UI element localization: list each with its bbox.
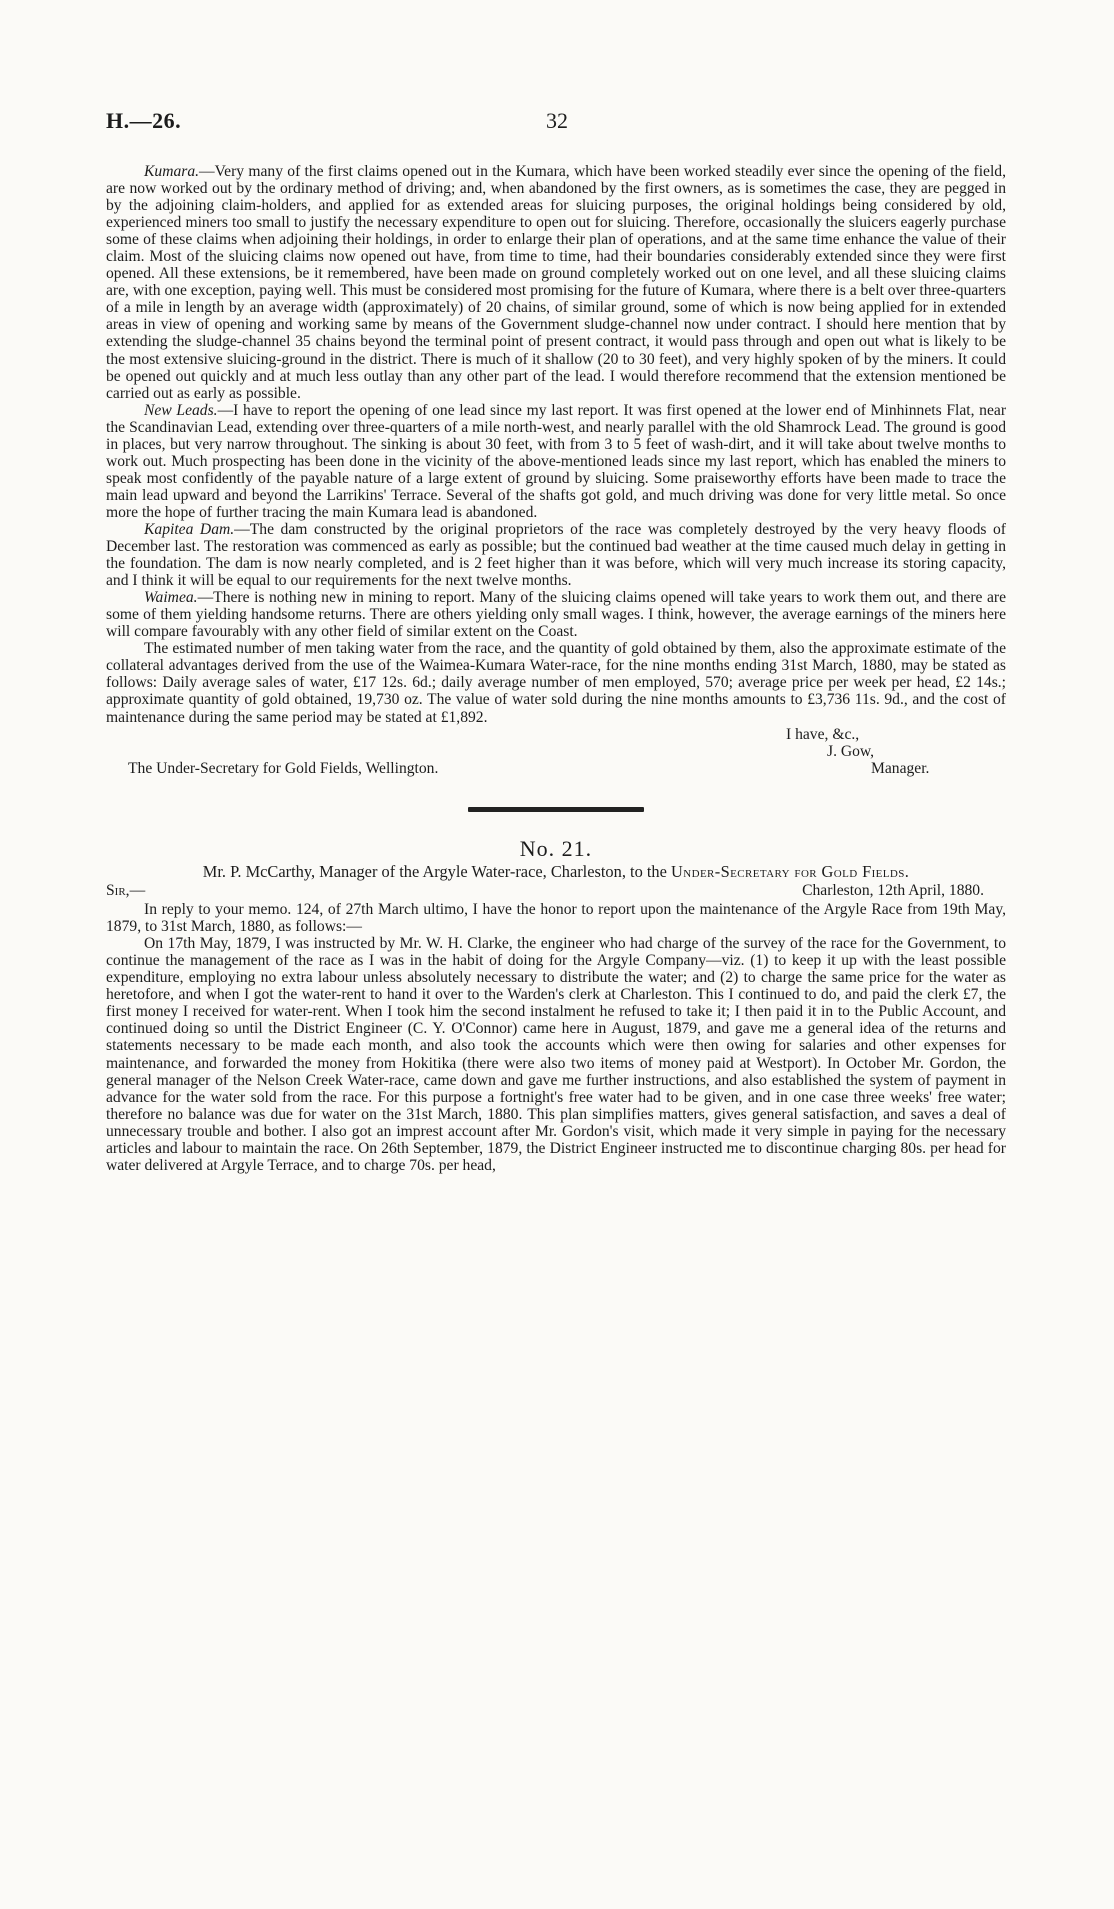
- document-reference: H.—26.: [106, 108, 182, 133]
- paragraph-estimate: The estimated number of men taking water from the race, and the quantity of gold obtained by them, also the approximate estimate of the collateral advantages derived from the use of the Waimea-Kumara Water-race, for the nine months ending 31st March, 1880, may be stated as follows: Daily average sales of water, £17 12s. 6d.; daily average number of men employed, 570; average price per week per head, £2 14s.; approximate quantity of gold obtained, 19,730 oz. The value of water sold during the nine months amounts to £3,736 11s. 9d., and the cost of maintenance during the same period may be stated at £1,892.: [106, 640, 1006, 726]
- section-text-new-leads: —I have to report the opening of one lead since my last report. It was first opened at the lower end of Minhinnets Flat, near the Scandinavian Lead, extending over three-quarters of a mile north-west, and nearly parallel with the old Shamrock Lead. The ground is good in places, but very narrow throughout. The sinking is about 30 feet, with from 3 to 5 feet of wash-dirt, and it will take about twelve months to work out. Much prospecting has been done in the vicinity of the above-mentioned leads since my last report, which has enabled the miners to speak most confidently of the payable nature of a large extent of ground by sluicing. Some praiseworthy efforts have been made to trace the main lead upward and beyond the Larrikins' Terrace. Several of the shafts got gold, and much driving was done for very little metal. So once more the hope of further tracing the main Kumara lead is abandoned.: [106, 401, 1007, 521]
- salutation: Sir,—: [106, 882, 146, 900]
- letter-heading-sender: Mr. P. McCarthy, Manager of the Argyle Water-race, Charleston, to the: [202, 861, 667, 881]
- section-text-kapitea-dam: —The dam constructed by the original proprietors of the race was completely destroyed by the very heavy floods of December last. The restoration was commenced as early as possible; but the continued bad weather at the time caused much delay in getting in the foundation. The dam is now nearly completed, and is 2 feet higher than it was before, which will very much increase its storing capacity, and I think it will be equal to our requirements for the next twelve months.: [106, 520, 1006, 590]
- paragraph-instructions: On 17th May, 1879, I was instructed by Mr. W. H. Clarke, the engineer who had charge of the survey of the race for the Government, to continue the management of the race as I was in the habit of doing for the Argyle Company—viz. (1) to keep it up with the least possible expenditure, employing no extra labour unless absolutely necessary to distribute the water; and (2) to charge the same price for the water as heretofore, and when I got the water-rent to hand it over to the Warden's clerk at Charleston. This I continued to do, and paid the clerk £7, the first money I received for water-rent. When I took him the second instalment he refused to take it; I then paid it in to the Public Account, and continued doing so until the District Engineer (C. Y. O'Connor) came here in August, 1879, and gave me a general idea of the returns and statements necessary to be made each month, and also took the accounts which were then owing for salaries and other expenses for maintenance, and forwarded the money from Hokitika (there were also two items of money paid at Westport). In October Mr. Gordon, the general manager of the Nelson Creek Water-race, came down and gave me further instructions, and also established the system of payment in advance for the water sold from the race. For this purpose a fortnight's free water had to be given, and in one case three weeks' free water; therefore no balance was due for water on the 31st March, 1880. This plan simplifies matters, gives general satisfaction, and saves a deal of unnecessary trouble and bother. I also got an imprest account after Mr. Gordon's visit, which made it very simple in paying for the necessary articles and labour to maintain the race. On 26th September, 1879, the District Engineer instructed me to discontinue charging 80s. per head for water delivered at Argyle Terrace, and to charge 70s. per head,: [106, 935, 1006, 1174]
- section-divider: [468, 807, 644, 812]
- closing-phrase: I have, &c.,: [786, 725, 860, 743]
- paragraph-kumara: [106, 163, 1006, 402]
- signature-row: [106, 743, 1006, 760]
- signature: J. Gow,: [827, 742, 875, 760]
- page-body: [106, 163, 1006, 1174]
- paragraph-kapitea-dam: [106, 521, 1006, 589]
- section-heading-new-leads: New Leads.: [144, 401, 218, 419]
- letter-number: No. 21.: [519, 835, 593, 861]
- section-heading-kapitea-dam: Kapitea Dam.: [144, 520, 235, 538]
- page-header: [106, 108, 1006, 138]
- section-text-waimea: —There is nothing new in mining to report. Many of the sluicing claims opened will take years to work them out, and there are some of them yielding handsome returns. There are others yielding only small wages. I think, however, the average earnings of the miners here will compare favourably with any other field of similar extent on the Coast.: [106, 589, 1006, 641]
- letter-heading: [106, 863, 1006, 881]
- addressee-row: [106, 760, 1006, 777]
- place-date: Charleston, 12th April, 1880.: [802, 882, 984, 900]
- section-heading-kumara: Kumara.: [144, 163, 200, 180]
- section-heading-waimea: Waimea.: [144, 589, 198, 607]
- paragraph-new-leads: [106, 402, 1006, 521]
- paragraph-waimea: [106, 589, 1006, 640]
- paragraph-reply: In reply to your memo. 124, of 27th March ultimo, I have the honor to report upon the maintenance of the Argyle Race from 19th May, 1879, to 31st March, 1880, as follows:—: [106, 901, 1006, 936]
- letter-heading-recipient: Under-Secretary for Gold Fields.: [671, 861, 910, 881]
- closing-row: [106, 726, 1006, 743]
- section-text-kumara: —Very many of the first claims opened out in the Kumara, which have been worked steadily ever since the opening of the field, are now worked out by the ordinary method of driving; and, when abandoned by the first owners, as is sometimes the case, they are pegged in by the adjoining claim-holders, and applied for as extended areas for sluicing purposes, the original holdings being considered by old, experienced miners too small to justify the necessary expenditure to open out for sluicing. Therefore, occasionally the sluicers eagerly purchase some of these claims when adjoining their holdings, in order to enlarge their plan of operations, and at the same time enhance the value of their claim. Most of the sluicing claims now opened out have, from time to time, had their boundaries considerably extended since they were first opened. All these extensions, be it remembered, have been made on ground completely worked out on one level, and all these sluicing claims are, with one exception, paying well. This must be considered most promising for the future of Kumara, where there is a belt over three-quarters of a mile in length by an average width (approximately) of 20 chains, of similar ground, some of which is now being applied for in extended areas in view of opening and working same by means of the Government sludge-channel now under contract. I should here mention that by extending the sludge-channel 35 chains beyond the terminal point of present contract, it would pass through and open out what is likely to be the most extensive sluicing-ground in the district. There is much of it shallow (20 to 30 feet), and very highly spoken of by the miners. It could be opened out quickly and at much less outlay than any other part of the lead. I would therefore recommend that the extension mentioned be carried out as early as possible.: [106, 163, 1006, 402]
- salutation-row: [106, 882, 1006, 901]
- page-number: 32: [546, 108, 568, 133]
- addressee: The Under-Secretary for Gold Fields, Wellington.: [128, 759, 439, 777]
- signatory-title: Manager.: [871, 759, 930, 777]
